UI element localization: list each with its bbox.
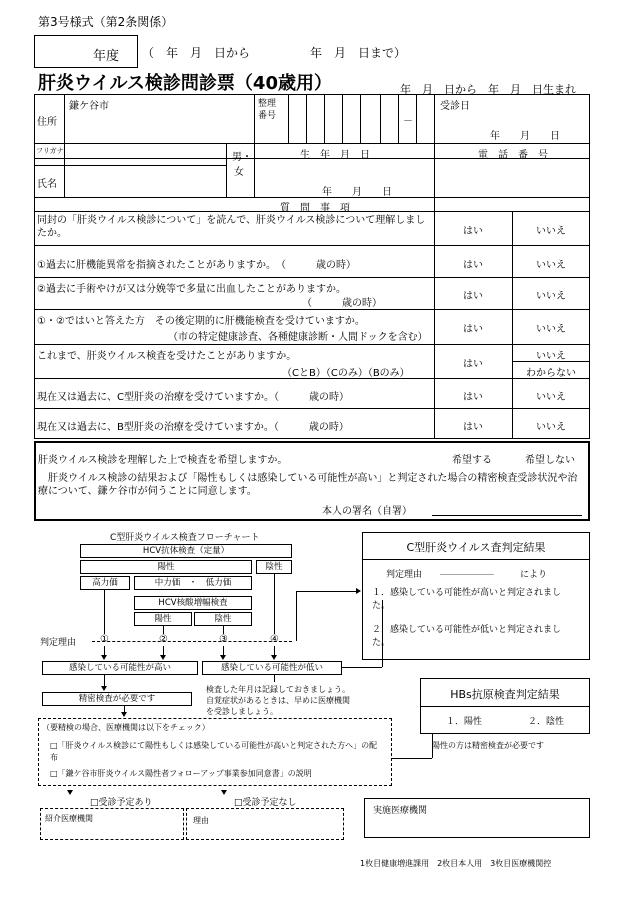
- nat-negative-box: 陰性: [194, 612, 252, 626]
- visit-planned[interactable]: □受診予定あり: [90, 798, 153, 808]
- question-3-sub: （ 歳の時）: [302, 298, 382, 309]
- question-6: 現在又は過去に、C型肝炎の治療を受けていますか。（ 歳の時）: [37, 392, 349, 403]
- reason-1: ①: [100, 634, 109, 645]
- signature-line[interactable]: [432, 515, 582, 516]
- detailed-exam-needed-box: 精密検査が必要です: [42, 692, 192, 706]
- q5-no[interactable]: いいえ: [536, 351, 566, 362]
- question-4-sub: （市の特定健康診査、各種健康診断・人間ドックを含む）: [168, 332, 428, 343]
- question-5-sub: （CとB）（Cのみ）（Bのみ）: [282, 368, 410, 379]
- c-result-title: C型肝炎ウイルス査判定結果: [406, 541, 546, 554]
- visit-not-planned[interactable]: □受診予定なし: [234, 798, 297, 808]
- question-5: これまで、肝炎ウイルス検査を受けたことがありますか。: [37, 351, 297, 362]
- q4-yes[interactable]: はい: [463, 324, 483, 335]
- q7-yes[interactable]: はい: [463, 422, 483, 433]
- arrow-down-icon: [221, 790, 227, 795]
- city-name: 鎌ケ谷市: [69, 101, 109, 112]
- phone-label: 電 話 番 号: [478, 150, 548, 161]
- q6-no[interactable]: いいえ: [536, 392, 566, 403]
- arrow-down-icon: [121, 712, 127, 717]
- footer-copies: 1枚目健康増進課用 2枚目本人用 3枚目医療機関控: [360, 859, 552, 868]
- q6-yes[interactable]: はい: [463, 392, 483, 403]
- referral-label: 紹介医療機関: [45, 814, 93, 823]
- arrow-down-icon: [271, 655, 277, 660]
- dob-label: 生 年 月 日: [300, 150, 370, 161]
- high-titer-box: 高力価: [80, 576, 130, 590]
- record-note: 検査した年月は記録しておきましょう。自覚症状があるときは、早めに医療機関を受診しましょう。: [206, 685, 350, 716]
- nat-positive-box: 陽性: [134, 612, 192, 626]
- arrow-down-icon: [101, 686, 107, 691]
- hcv-antibody-test: HCV抗体検査（定量）: [80, 544, 292, 558]
- arrow-down-icon: [101, 655, 107, 660]
- q3-no[interactable]: いいえ: [536, 291, 566, 302]
- reason-label: 理由: [193, 816, 209, 825]
- q7-no[interactable]: いいえ: [536, 422, 566, 433]
- ref-dash: －: [403, 116, 413, 127]
- positive-box: 陽性: [80, 560, 252, 574]
- q2-no[interactable]: いいえ: [536, 260, 566, 271]
- hcv-nat-box: HCV核酸増幅検査: [134, 596, 252, 610]
- hbs-note: 陽性の方は精密検査が必要です: [432, 741, 544, 750]
- reason-2: ②: [159, 634, 168, 645]
- reason-3: ③: [219, 634, 228, 645]
- question-3: ②過去に手術やけが又は分娩等で多量に出血したことがありますか。: [37, 284, 346, 295]
- dob-field[interactable]: 年 月 日: [322, 187, 392, 198]
- negative-box-1: 陰性: [256, 560, 292, 574]
- c-result-by: により: [520, 570, 548, 580]
- form-number: 第3号様式（第2条関係）: [38, 15, 174, 29]
- q2-yes[interactable]: はい: [463, 260, 483, 271]
- flowchart-title: C型肝炎ウイルス検査フローチャート: [110, 533, 260, 543]
- arrow-down-icon: [67, 790, 73, 795]
- birth-range: 年 月 日から 年 月 日生まれ: [400, 83, 576, 96]
- c-result-option-1[interactable]: １．感染している可能性が高いと判定されました。: [372, 588, 562, 611]
- questions-header: 質 問 事 項: [280, 203, 350, 214]
- judgment-reason-label: 判定理由: [40, 638, 77, 648]
- exam-date-field[interactable]: 年 月 日: [490, 131, 560, 142]
- question-7: 現在又は過去に、B型肝炎の治療を受けていますか。（ 歳の時）: [37, 422, 349, 433]
- q5-unknown[interactable]: わからない: [526, 368, 576, 379]
- institution-label: 実施医療機関: [373, 806, 428, 816]
- arrow-right-icon: [356, 588, 361, 594]
- hbs-negative[interactable]: ２．陰性: [528, 717, 565, 727]
- period: （ 年 月 日から 年 月 日まで）: [142, 46, 407, 60]
- q1-yes[interactable]: はい: [463, 226, 483, 237]
- signature-label: 本人の署名（自署）: [322, 506, 412, 517]
- question-4: ①・②ではいと答えた方 その後定期的に肝機能検査を受けていますか。: [37, 316, 365, 327]
- reference-number-label: 整理番号: [258, 99, 277, 121]
- hbs-result-title: HBs抗原検査判定結果: [450, 688, 560, 701]
- likely-infected-high-box: 感染している可能性が高い: [42, 661, 198, 675]
- checklist-item-1[interactable]: □「肝炎ウイルス検診にて陽性もしくは感染している可能性が高いと判定された方へ」の配布: [50, 741, 378, 762]
- question-1: 同封の「肝炎ウイルス検診について」を読んで、肝炎ウイルス検診について理解しましたか。: [37, 215, 426, 239]
- c-result-reason-label: 判定理由: [386, 570, 423, 580]
- address-label: 住所: [37, 117, 57, 128]
- mid-low-titer-box: 中力価 ・ 低力価: [134, 576, 252, 590]
- consent-yes[interactable]: 希望する: [452, 455, 492, 466]
- q3-yes[interactable]: はい: [463, 291, 483, 302]
- hbs-positive[interactable]: １．陽性: [446, 717, 483, 727]
- checklist-item-2[interactable]: □「鎌ケ谷市肝炎ウイルス陽性者フォローアップ事業参加同意書」の説明: [50, 769, 312, 778]
- consent-question: 肝炎ウイルス検診を理解した上で検査を希望しますか。: [38, 455, 288, 466]
- page-title: 肝炎ウイルス検診問診票（40歳用）: [38, 73, 332, 94]
- q5-yes[interactable]: はい: [463, 359, 483, 370]
- fiscal-year-box[interactable]: [34, 35, 138, 68]
- reason-box[interactable]: [186, 808, 344, 840]
- gender-field[interactable]: 男・女: [232, 152, 252, 178]
- consent-body: 肝炎ウイルス検診の結果および「陽性もしくは感染している可能性が高い」と判定された場合の精密検査受診状況や治療について、鎌ケ谷市が伺うことに同意します。: [38, 473, 578, 497]
- institution-box[interactable]: [364, 798, 590, 838]
- likely-infected-low-box: 感染している可能性が低い: [202, 661, 342, 675]
- arrow-down-icon: [220, 655, 226, 660]
- exam-date-label: 受診日: [440, 101, 470, 112]
- referral-institution-box[interactable]: [40, 808, 184, 840]
- furigana-label: フリガナ: [36, 147, 64, 155]
- q4-no[interactable]: いいえ: [536, 324, 566, 335]
- c-result-option-2[interactable]: ２．感染している可能性が低いと判定されました。: [372, 625, 562, 648]
- question-2: ①過去に肝機能異常を指摘されたことがありますか。 （ 歳の時）: [37, 260, 356, 271]
- arrow-down-icon: [160, 655, 166, 660]
- year-label: 年度: [93, 49, 120, 64]
- consent-no[interactable]: 希望しない: [525, 455, 575, 466]
- c-result-reason-blank[interactable]: ＿＿＿＿＿＿: [440, 567, 495, 577]
- q1-no[interactable]: いいえ: [536, 226, 566, 237]
- name-label: 氏名: [37, 179, 57, 190]
- reason-4: ④: [270, 634, 279, 645]
- checklist-heading: （要精検の場合、医療機関は以下をチェック）: [42, 723, 210, 732]
